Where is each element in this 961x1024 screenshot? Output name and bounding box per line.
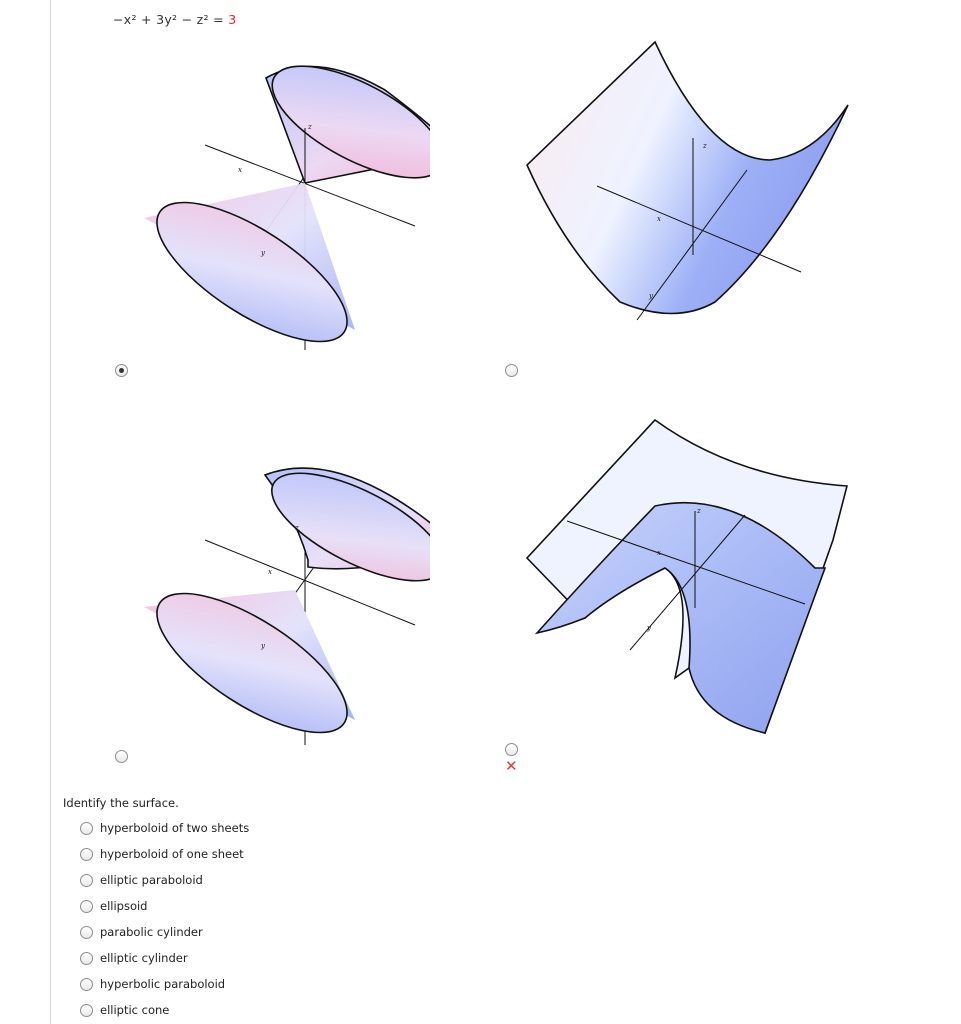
option-radio[interactable] <box>80 926 93 939</box>
option-elliptic-paraboloid[interactable] <box>80 867 249 893</box>
option-label: ellipsoid <box>100 899 148 913</box>
graph-c-radio[interactable] <box>115 750 128 763</box>
graph-b-parabolic-cylinder-plot <box>525 40 855 330</box>
graph-a-radio[interactable] <box>115 364 128 377</box>
option-hyperbolic-paraboloid[interactable] <box>80 971 249 997</box>
option-label: hyperbolic paraboloid <box>100 977 226 991</box>
option-radio[interactable] <box>80 900 93 913</box>
graph-d-radio[interactable] <box>505 743 518 756</box>
option-radio[interactable] <box>80 952 93 965</box>
equation <box>113 12 236 27</box>
svg-text:z: z <box>697 507 701 515</box>
option-elliptic-cylinder[interactable] <box>80 945 249 971</box>
option-label: parabolic cylinder <box>100 925 203 939</box>
svg-text:x: x <box>268 568 272 576</box>
graph-a-two-nappe-cone-plot <box>130 50 430 350</box>
svg-text:z: z <box>295 524 299 532</box>
option-label: hyperboloid of one sheet <box>100 847 244 861</box>
option-label: elliptic cone <box>100 1003 170 1017</box>
option-elliptic-cone[interactable] <box>80 997 249 1023</box>
option-ellipsoid[interactable] <box>80 893 249 919</box>
svg-text:z: z <box>308 123 312 131</box>
equation-rhs: 3 <box>228 12 237 27</box>
graph-c-hyperboloid-two-sheets-plot <box>130 455 430 745</box>
svg-text:y: y <box>261 642 265 650</box>
option-radio[interactable] <box>80 822 93 835</box>
svg-text:y: y <box>649 292 653 300</box>
option-parabolic-cylinder[interactable] <box>80 919 249 945</box>
svg-text:z: z <box>703 142 707 150</box>
option-radio[interactable] <box>80 978 93 991</box>
question-prompt: Identify the surface. <box>63 796 179 810</box>
left-margin-rule <box>50 0 51 1024</box>
wrong-answer-icon: ✕ <box>505 757 518 775</box>
equation-lhs: −x² + 3y² − z² = <box>113 12 229 27</box>
option-radio[interactable] <box>80 848 93 861</box>
option-label: elliptic paraboloid <box>100 873 203 887</box>
svg-text:x: x <box>238 166 242 174</box>
svg-text:y: y <box>647 624 651 632</box>
option-radio[interactable] <box>80 874 93 887</box>
option-label: hyperboloid of two sheets <box>100 821 250 835</box>
option-hyperboloid-two-sheets[interactable] <box>80 815 249 841</box>
answer-options-list <box>80 815 249 1023</box>
option-label: elliptic cylinder <box>100 951 188 965</box>
graph-d-saddle-surface-plot <box>525 418 855 738</box>
svg-text:y: y <box>261 249 265 257</box>
option-hyperboloid-one-sheet[interactable] <box>80 841 249 867</box>
svg-text:x: x <box>657 215 661 223</box>
svg-text:x: x <box>657 549 661 557</box>
graph-b-radio[interactable] <box>505 364 518 377</box>
option-radio[interactable] <box>80 1004 93 1017</box>
